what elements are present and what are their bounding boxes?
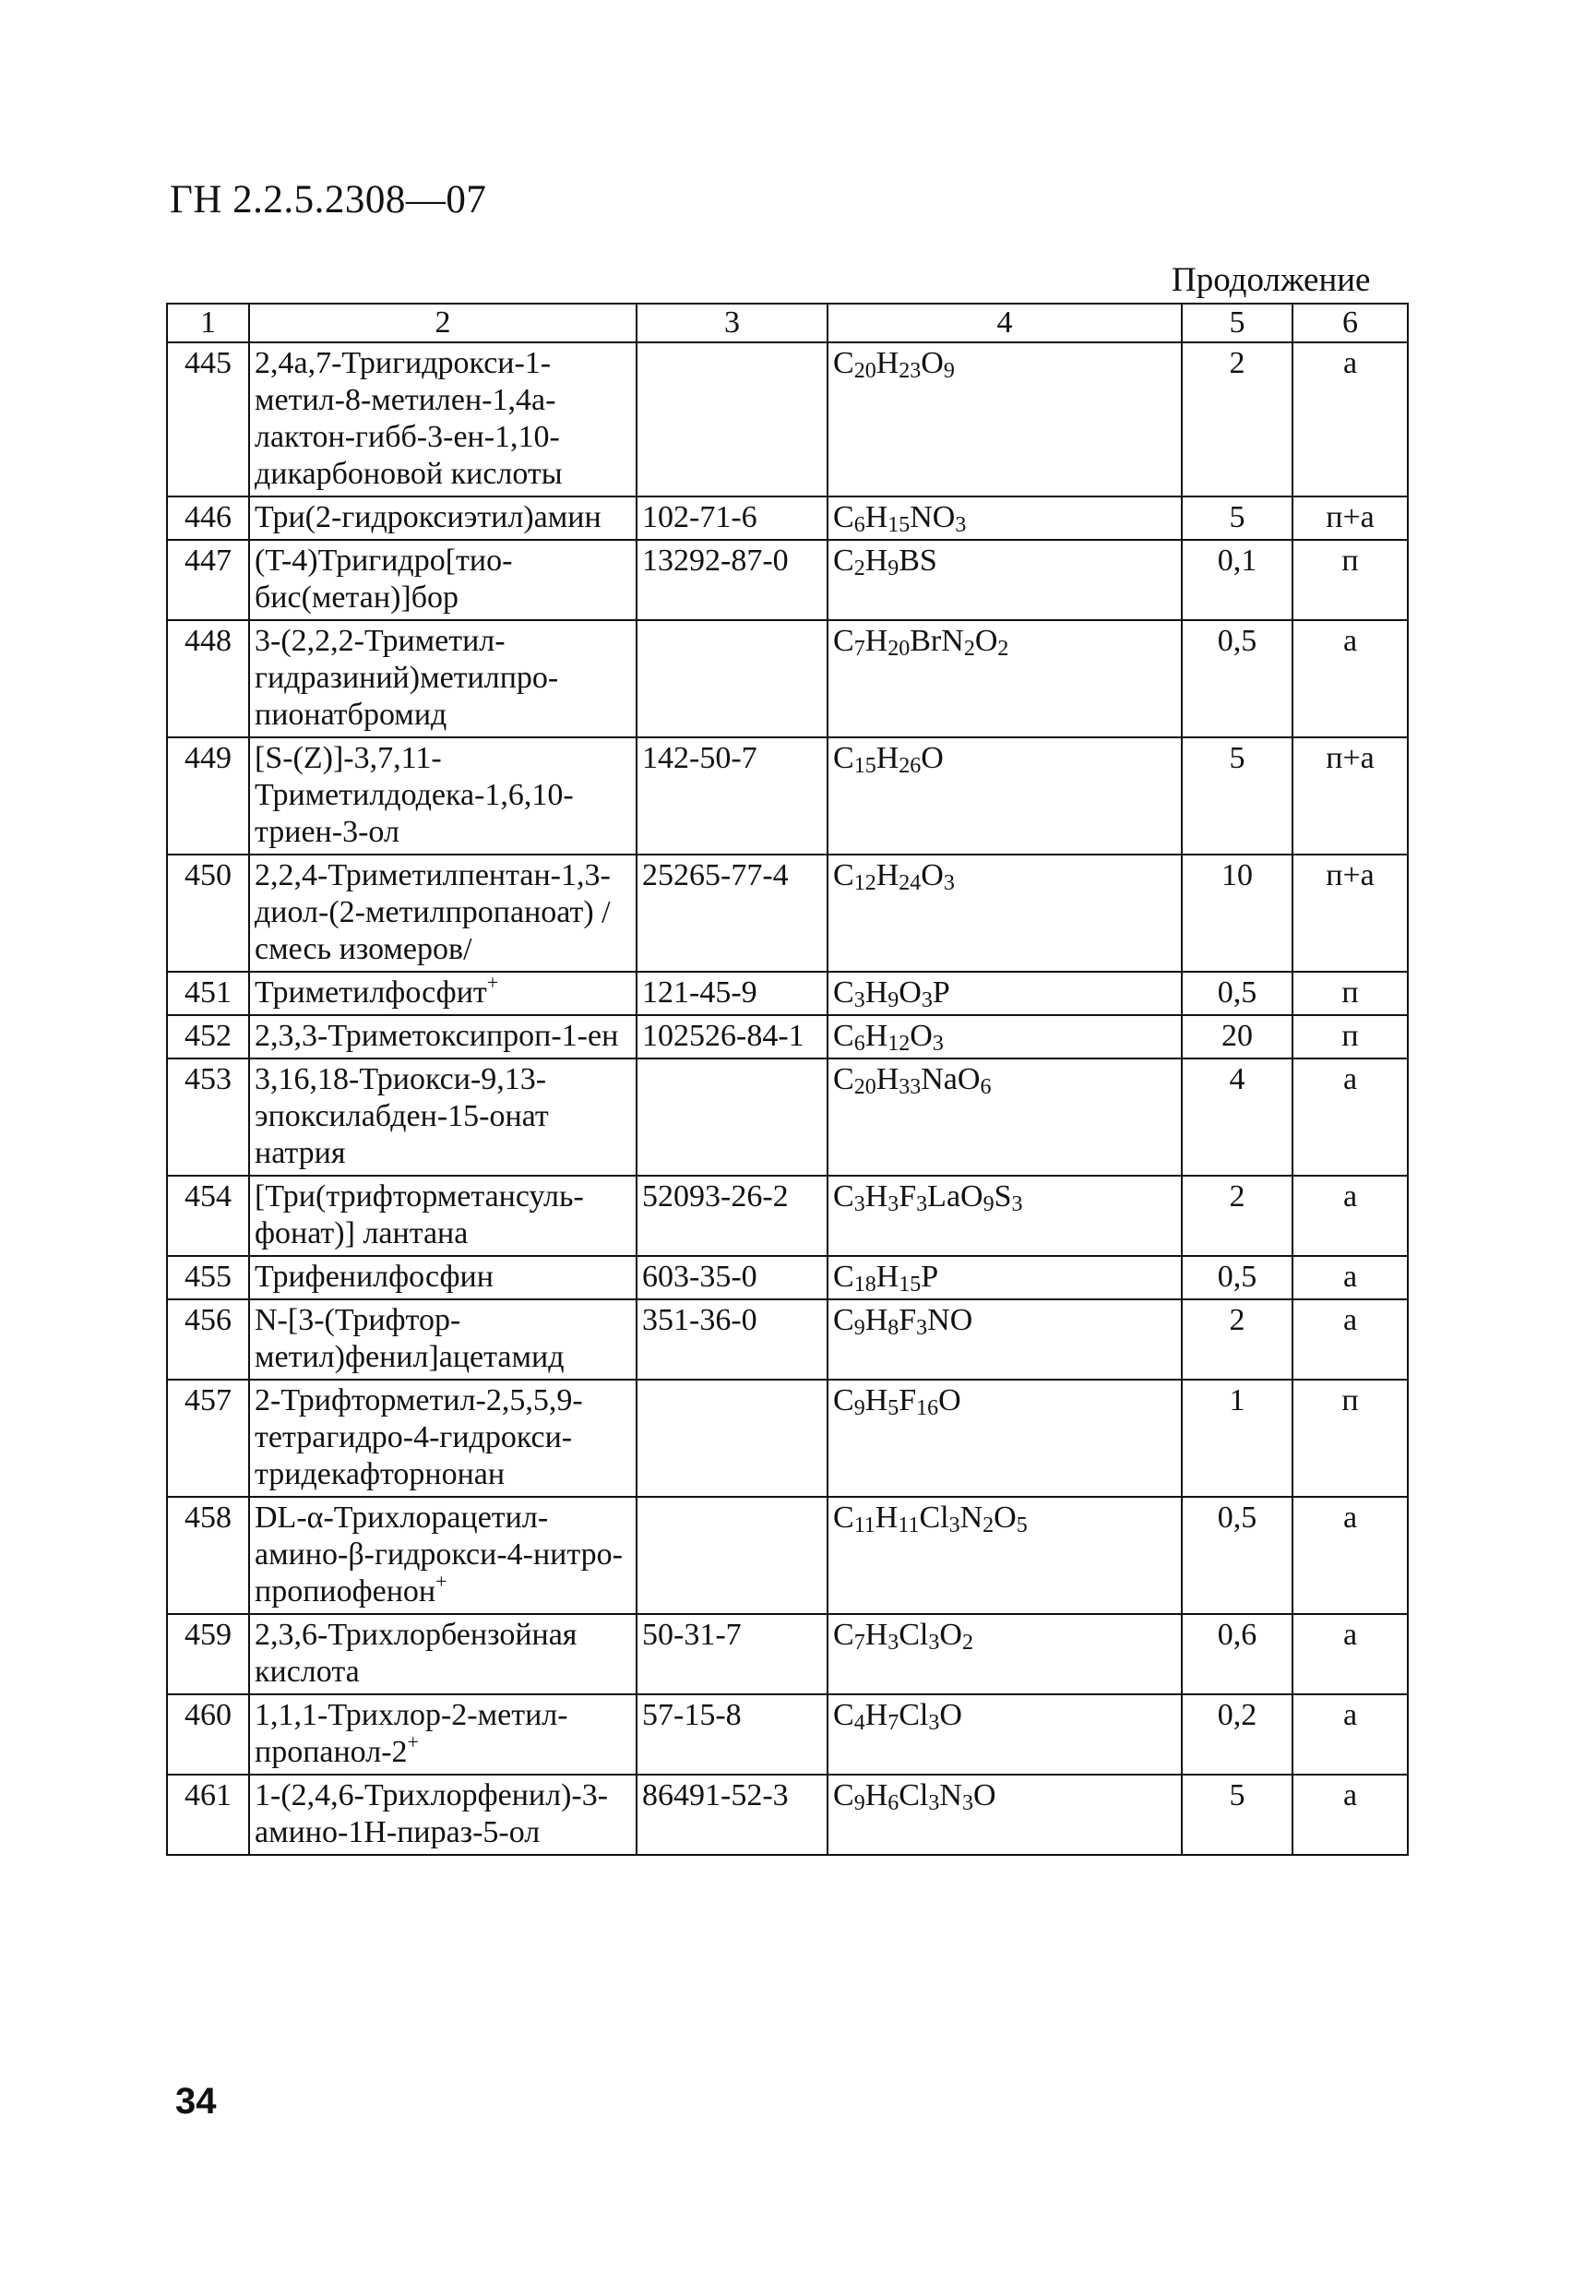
cas-number (637, 1380, 828, 1497)
aggregate-state: п (1292, 1015, 1408, 1058)
footnote-mark: + (407, 1730, 419, 1753)
formula-element: BrN (910, 624, 964, 658)
substance-name-text: [S-(Z)]-3,7,11-Триметилдодека-1,6,10-триен-3-ол (255, 741, 574, 849)
formula-subscript: 6 (853, 1032, 865, 1056)
formula-subscript: 3 (853, 988, 865, 1012)
formula-subscript: 3 (961, 1791, 973, 1815)
formula-subscript: 16 (916, 1396, 939, 1420)
limit-value: 0,6 (1182, 1614, 1292, 1694)
formula-element: C (833, 624, 854, 658)
formula-element: NO (927, 1303, 973, 1337)
formula-subscript: 3 (916, 1316, 928, 1340)
row-number: 458 (167, 1497, 249, 1614)
row-number: 456 (167, 1299, 249, 1380)
table-header-row (167, 304, 1408, 342)
formula-subscript: 5 (887, 1396, 899, 1420)
limit-value: 2 (1182, 342, 1292, 496)
formula-element: C (833, 1778, 854, 1812)
column-header: 2 (249, 304, 637, 342)
cas-number: 13292-87-0 (637, 540, 828, 620)
substance-name (249, 342, 637, 496)
formula-subscript: 3 (928, 1711, 940, 1735)
row-number: 446 (167, 496, 249, 540)
substance-name (249, 972, 637, 1015)
formula-subscript: 20 (853, 359, 876, 383)
limit-value: 4 (1182, 1058, 1292, 1176)
substance-name-text: N-[3-(Трифтор-метил)фенил]ацетамид (255, 1303, 565, 1374)
formula-element: BS (899, 544, 937, 578)
formula-subscript: 15 (853, 754, 876, 778)
row-number: 449 (167, 737, 249, 855)
substance-name-text: 1,1,1-Трихлор-2-метил-пропанол-2 (255, 1698, 568, 1769)
limit-value: 20 (1182, 1015, 1292, 1058)
formula-element: H (864, 1179, 888, 1214)
molecular-formula (828, 1058, 1182, 1176)
limit-value: 0,5 (1182, 1497, 1292, 1614)
formula-element: S (994, 1179, 1012, 1214)
molecular-formula (828, 1299, 1182, 1380)
table-row (167, 1614, 1408, 1694)
formula-subscript: 20 (853, 1075, 876, 1099)
substance-name-text: (T-4)Тригидро[тио-бис(метан)]бор (255, 544, 513, 615)
formula-element: H (875, 1260, 899, 1294)
cas-number (637, 1058, 828, 1176)
formula-element: N (959, 1501, 983, 1535)
row-number: 455 (167, 1256, 249, 1299)
formula-subscript: 9 (943, 359, 955, 383)
formula-subscript: 18 (853, 1273, 876, 1297)
cas-number (637, 342, 828, 496)
formula-subscript: 3 (955, 513, 967, 537)
formula-element: NO (910, 500, 956, 534)
formula-element: C (833, 1698, 854, 1732)
formula-subscript: 15 (899, 1273, 922, 1297)
formula-element: O (939, 1698, 962, 1732)
substance-name (249, 1380, 637, 1497)
formula-element: C (833, 1303, 854, 1337)
formula-element: C (833, 858, 854, 892)
formula-subscript: 4 (853, 1711, 865, 1735)
formula-subscript: 3 (921, 988, 933, 1012)
formula-element: H (875, 858, 899, 892)
table-row (167, 1015, 1408, 1058)
table-row (167, 1299, 1408, 1380)
formula-subscript: 24 (899, 871, 922, 895)
formula-subscript: 3 (948, 1513, 960, 1537)
cas-number: 86491-52-3 (637, 1775, 828, 1855)
formula-element: H (864, 975, 888, 1010)
molecular-formula (828, 496, 1182, 540)
formula-element: NaO (921, 1062, 981, 1096)
formula-subscript: 9 (887, 988, 899, 1012)
molecular-formula (828, 620, 1182, 737)
formula-element: H (864, 1383, 888, 1417)
substance-name (249, 1058, 637, 1176)
aggregate-state: п+а (1292, 855, 1408, 972)
limit-value: 2 (1182, 1176, 1292, 1256)
formula-subscript: 6 (887, 1791, 899, 1815)
table-row (167, 1694, 1408, 1775)
formula-element: Cl (899, 1698, 929, 1732)
row-number: 459 (167, 1614, 249, 1694)
formula-subscript: 3 (928, 1631, 940, 1655)
column-header: 3 (637, 304, 828, 342)
aggregate-state: а (1292, 1497, 1408, 1614)
formula-element: C (833, 1019, 854, 1053)
formula-element: O (921, 346, 944, 380)
row-number: 454 (167, 1176, 249, 1256)
substance-name-text: Три(2-гидроксиэтил)амин (255, 500, 601, 534)
formula-subscript: 3 (943, 871, 955, 895)
substances-table (166, 303, 1409, 1856)
formula-subscript: 3 (932, 1032, 944, 1056)
formula-element: C (833, 346, 854, 380)
formula-subscript: 9 (853, 1316, 865, 1340)
molecular-formula (828, 1176, 1182, 1256)
formula-subscript: 3 (887, 1631, 899, 1655)
formula-element: H (864, 1019, 888, 1053)
formula-element: C (833, 1062, 854, 1096)
column-header: 5 (1182, 304, 1292, 342)
formula-element: O (921, 741, 944, 775)
molecular-formula (828, 972, 1182, 1015)
molecular-formula (828, 1256, 1182, 1299)
substance-name-text: 2,4a,7-Тригидрокси-1-метил-8-метилен-1,4a-лактон-гибб-3-ен-1,10-дикарбоновой кислоты (255, 346, 563, 491)
formula-subscript: 7 (853, 1631, 865, 1655)
formula-subscript: 3 (916, 1192, 928, 1216)
table-row (167, 540, 1408, 620)
substance-name (249, 1256, 637, 1299)
cas-number: 102526-84-1 (637, 1015, 828, 1058)
formula-element: H (864, 1303, 888, 1337)
aggregate-state: а (1292, 620, 1408, 737)
formula-element: C (833, 1383, 854, 1417)
formula-element: LaO (927, 1179, 983, 1214)
molecular-formula (828, 737, 1182, 855)
footnote-mark: + (486, 971, 499, 994)
formula-element: O (921, 858, 944, 892)
substance-name (249, 1299, 637, 1380)
limit-value: 0,5 (1182, 620, 1292, 737)
aggregate-state: а (1292, 1058, 1408, 1176)
formula-element: C (833, 975, 854, 1010)
formula-element: Cl (899, 1778, 929, 1812)
row-number: 445 (167, 342, 249, 496)
formula-subscript: 2 (963, 637, 975, 661)
aggregate-state: п+а (1292, 496, 1408, 540)
substance-name (249, 855, 637, 972)
formula-subscript: 2 (961, 1631, 973, 1655)
table-row (167, 1380, 1408, 1497)
formula-element: C (833, 1179, 854, 1214)
substance-name-text: DL-α-Трихлорацетил-амино-β-гидрокси-4-нитро-пропиофенон (255, 1501, 623, 1608)
table-row (167, 855, 1408, 972)
substance-name (249, 1694, 637, 1775)
table-row (167, 1058, 1408, 1176)
row-number: 461 (167, 1775, 249, 1855)
formula-element: O (939, 1618, 962, 1652)
formula-element: H (875, 1062, 899, 1096)
column-header: 1 (167, 304, 249, 342)
substance-name (249, 1497, 637, 1614)
column-header: 6 (1292, 304, 1408, 342)
cas-number: 603-35-0 (637, 1256, 828, 1299)
substance-name-text: 2,3,3-Триметоксипроп-1-ен (255, 1019, 619, 1053)
formula-subscript: 12 (853, 871, 876, 895)
substance-name (249, 1614, 637, 1694)
formula-subscript: 3 (853, 1192, 865, 1216)
footnote-mark: + (435, 1570, 447, 1593)
molecular-formula (828, 1694, 1182, 1775)
substance-name (249, 540, 637, 620)
substance-name (249, 1015, 637, 1058)
cas-number: 121-45-9 (637, 972, 828, 1015)
row-number: 457 (167, 1380, 249, 1497)
cas-number: 102-71-6 (637, 496, 828, 540)
formula-element: C (833, 544, 854, 578)
table-row (167, 1497, 1408, 1614)
table-row (167, 1256, 1408, 1299)
document-code: ГН 2.2.5.2308—07 (170, 178, 487, 221)
formula-subscript: 20 (887, 637, 911, 661)
formula-element: H (864, 624, 888, 658)
row-number: 450 (167, 855, 249, 972)
aggregate-state: а (1292, 1256, 1408, 1299)
limit-value: 5 (1182, 737, 1292, 855)
page-number: 34 (175, 2081, 217, 2122)
column-header: 4 (828, 304, 1182, 342)
aggregate-state: а (1292, 342, 1408, 496)
formula-subscript: 12 (887, 1032, 911, 1056)
molecular-formula (828, 1015, 1182, 1058)
formula-subscript: 2 (997, 637, 1009, 661)
aggregate-state: п (1292, 972, 1408, 1015)
formula-subscript: 9 (853, 1396, 865, 1420)
row-number: 451 (167, 972, 249, 1015)
formula-element: O (972, 1778, 996, 1812)
row-number: 460 (167, 1694, 249, 1775)
formula-subscript: 3 (887, 1192, 899, 1216)
substance-name-text: 1-(2,4,6-Трихлорфенил)-3-амино-1Н-пираз-5-ол (255, 1778, 609, 1849)
limit-value: 2 (1182, 1299, 1292, 1380)
substance-name-text: 3-(2,2,2-Триметил-гидразиний)метилпро-пионатбромид (255, 624, 559, 732)
formula-element: F (899, 1303, 917, 1337)
table-row (167, 972, 1408, 1015)
formula-subscript: 8 (887, 1316, 899, 1340)
limit-value: 10 (1182, 855, 1292, 972)
formula-element: H (875, 741, 899, 775)
cas-number: 351-36-0 (637, 1299, 828, 1380)
table-row (167, 342, 1408, 496)
formula-element: F (899, 1179, 917, 1214)
formula-element: H (864, 544, 888, 578)
formula-subscript: 6 (980, 1075, 992, 1099)
molecular-formula (828, 1775, 1182, 1855)
formula-element: P (921, 1260, 939, 1294)
table-row (167, 496, 1408, 540)
formula-element: O (938, 1383, 961, 1417)
formula-element: O (994, 1501, 1017, 1535)
formula-element: H (864, 1698, 888, 1732)
formula-element: F (899, 1383, 917, 1417)
formula-subscript: 5 (1016, 1513, 1028, 1537)
table-row (167, 620, 1408, 737)
aggregate-state: а (1292, 1775, 1408, 1855)
formula-element: H (875, 1501, 899, 1535)
limit-value: 1 (1182, 1380, 1292, 1497)
formula-element: Cl (919, 1501, 949, 1535)
cas-number: 50-31-7 (637, 1614, 828, 1694)
molecular-formula (828, 1614, 1182, 1694)
cas-number: 142-50-7 (637, 737, 828, 855)
molecular-formula (828, 855, 1182, 972)
cas-number: 57-15-8 (637, 1694, 828, 1775)
formula-subscript: 7 (853, 637, 865, 661)
molecular-formula (828, 1380, 1182, 1497)
formula-subscript: 23 (899, 359, 922, 383)
formula-subscript: 33 (899, 1075, 922, 1099)
table-row (167, 737, 1408, 855)
formula-element: C (833, 1260, 854, 1294)
formula-subscript: 7 (887, 1711, 899, 1735)
substance-name-text: [Три(трифторметансуль-фонат)] лантана (255, 1179, 584, 1250)
cas-number (637, 1497, 828, 1614)
aggregate-state: п+а (1292, 737, 1408, 855)
substance-name-text: 2,2,4-Триметилпентан-1,3-диол-(2-метилпропаноат) /смесь изомеров/ (255, 858, 611, 966)
formula-subscript: 6 (853, 513, 865, 537)
formula-element: Cl (899, 1618, 929, 1652)
formula-element: O (974, 624, 998, 658)
limit-value: 0,1 (1182, 540, 1292, 620)
molecular-formula (828, 1497, 1182, 1614)
substance-name (249, 1775, 637, 1855)
substance-name-text: Триметилфосфит (255, 975, 487, 1010)
substance-name-text: 3,16,18-Триокси-9,13-эпоксилабден-15-онат натрия (255, 1062, 549, 1170)
aggregate-state: п (1292, 540, 1408, 620)
aggregate-state: а (1292, 1299, 1408, 1380)
substance-name-text: Трифенилфосфин (255, 1260, 494, 1294)
cas-number (637, 620, 828, 737)
formula-element: H (875, 346, 899, 380)
limit-value: 5 (1182, 496, 1292, 540)
formula-subscript: 26 (899, 754, 922, 778)
formula-element: H (864, 1618, 888, 1652)
formula-subscript: 2 (983, 1513, 995, 1537)
formula-subscript: 11 (898, 1513, 920, 1537)
formula-subscript: 2 (853, 556, 865, 580)
limit-value: 5 (1182, 1775, 1292, 1855)
formula-element: H (864, 1778, 888, 1812)
cas-number: 52093-26-2 (637, 1176, 828, 1256)
aggregate-state: а (1292, 1614, 1408, 1694)
row-number: 453 (167, 1058, 249, 1176)
table-row (167, 1176, 1408, 1256)
formula-subscript: 3 (1011, 1192, 1023, 1216)
formula-element: C (833, 500, 854, 534)
formula-subscript: 15 (887, 513, 911, 537)
substance-name-text: 2,3,6-Трихлорбензойная кислота (255, 1618, 578, 1689)
formula-subscript: 11 (853, 1513, 875, 1537)
cas-number: 25265-77-4 (637, 855, 828, 972)
molecular-formula (828, 342, 1182, 496)
aggregate-state: а (1292, 1176, 1408, 1256)
formula-subscript: 9 (887, 556, 899, 580)
substance-name (249, 737, 637, 855)
row-number: 452 (167, 1015, 249, 1058)
continuation-label: Продолжение (1172, 261, 1371, 299)
formula-element: C (833, 1501, 854, 1535)
table-row (167, 1775, 1408, 1855)
molecular-formula (828, 540, 1182, 620)
substance-name (249, 1176, 637, 1256)
formula-element: O (910, 1019, 933, 1053)
formula-element: P (932, 975, 950, 1010)
limit-value: 0,5 (1182, 1256, 1292, 1299)
formula-element: N (939, 1778, 962, 1812)
table-body (167, 342, 1408, 1855)
formula-element: O (899, 975, 922, 1010)
substance-name (249, 496, 637, 540)
substance-name-text: 2-Трифторметил-2,5,5,9-тетрагидро-4-гидрокси-тридекафторнонан (255, 1383, 583, 1491)
substance-name (249, 620, 637, 737)
aggregate-state: а (1292, 1694, 1408, 1775)
formula-element: C (833, 1618, 854, 1652)
limit-value: 0,2 (1182, 1694, 1292, 1775)
aggregate-state: п (1292, 1380, 1408, 1497)
formula-subscript: 3 (928, 1791, 940, 1815)
formula-subscript: 9 (853, 1791, 865, 1815)
formula-element: C (833, 741, 854, 775)
formula-element: H (864, 500, 888, 534)
formula-subscript: 9 (983, 1192, 995, 1216)
limit-value: 0,5 (1182, 972, 1292, 1015)
row-number: 447 (167, 540, 249, 620)
row-number: 448 (167, 620, 249, 737)
